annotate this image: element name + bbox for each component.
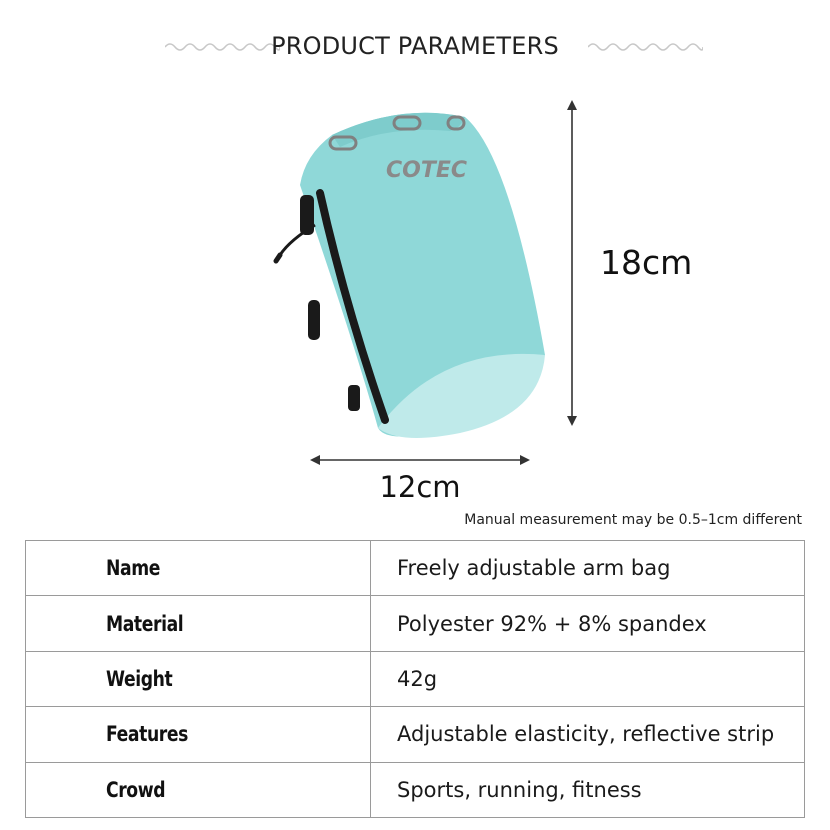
page-header	[0, 30, 830, 70]
width-dimension-arrow-icon	[310, 452, 530, 468]
width-dimension-label: 12cm	[379, 470, 461, 504]
brand-logo-text: COTEC	[386, 158, 468, 183]
param-label: Material	[26, 596, 371, 651]
measurement-note: Manual measurement may be 0.5–1cm different	[464, 512, 802, 528]
param-label: Weight	[26, 651, 371, 706]
height-dimension-arrow-icon	[560, 100, 584, 426]
arm-bag-image	[260, 95, 560, 445]
table-row	[26, 762, 805, 817]
table-row	[26, 707, 805, 762]
wave-decoration-right-icon	[588, 40, 703, 54]
table-row	[26, 541, 805, 596]
table-row	[26, 596, 805, 651]
param-value: 42g	[371, 651, 805, 706]
param-value: Sports, running, fitness	[371, 762, 805, 817]
param-label: Features	[26, 707, 371, 762]
page-title: PRODUCT PARAMETERS	[271, 32, 559, 60]
param-value: Polyester 92% + 8% spandex	[371, 596, 805, 651]
param-label: Crowd	[26, 762, 371, 817]
param-value: Freely adjustable arm bag	[371, 541, 805, 596]
parameters-table	[25, 540, 805, 818]
table-row	[26, 651, 805, 706]
height-dimension-label: 18cm	[600, 243, 693, 282]
param-label: Name	[26, 541, 371, 596]
param-value: Adjustable elasticity, reflective strip	[371, 707, 805, 762]
